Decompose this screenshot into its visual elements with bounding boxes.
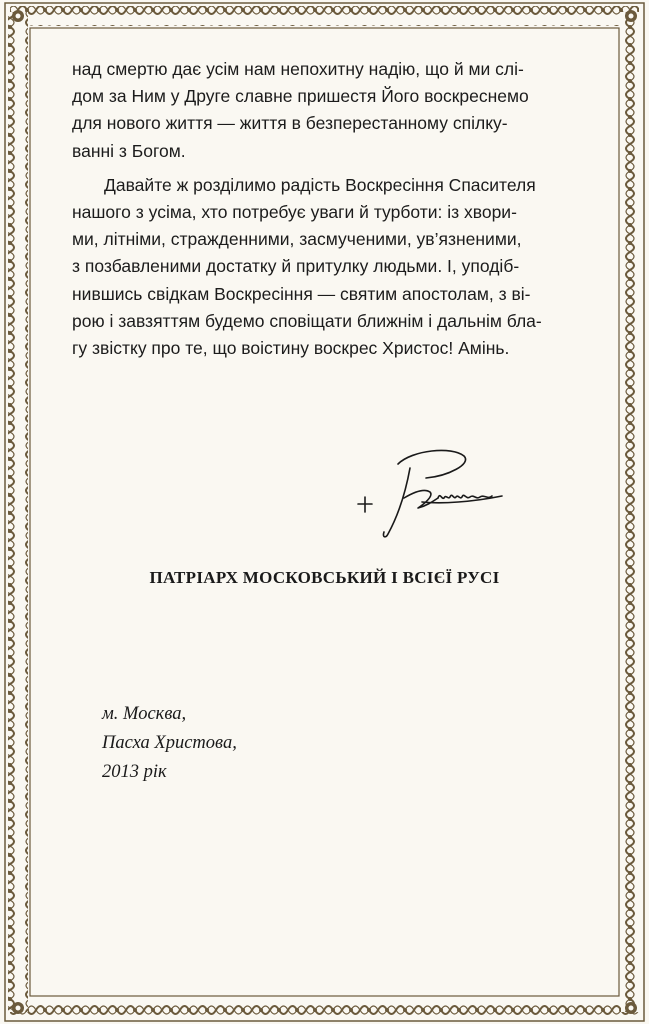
text-line: рою і завзяттям будемо сповіщати ближнім і дальнім бла-	[72, 310, 542, 331]
text-line: для нового життя — життя в безперестанному спілку-	[72, 113, 508, 134]
occasion: Пасха Христова,	[102, 733, 237, 753]
handwritten-signature	[352, 442, 512, 542]
text-line: ми, літніми, стражденними, засмученими, ув’язненими,	[72, 229, 522, 250]
letter-body	[72, 56, 582, 369]
text-line: Давайте ж розділимо радість Воскресіння Спасителя	[104, 174, 536, 195]
text-line: ванні з Богом.	[72, 140, 186, 161]
year: 2013 рік	[102, 762, 167, 782]
text-line: дом за Ним у Друге славне пришестя Його воскреснемо	[72, 86, 529, 107]
signatory-title: ПАТРІАРХ МОСКОВСЬКИЙ І ВСІЄЇ РУСІ	[149, 568, 500, 587]
city: м. Москва,	[102, 704, 187, 724]
text-line: нашого з усіма, хто потребує уваги й турботи: із хвори-	[72, 202, 517, 223]
paragraph-1	[72, 56, 582, 165]
paragraph-2	[72, 172, 582, 362]
place-and-date	[102, 700, 237, 787]
text-line: над смертю дає усім нам непохитну надію, що й ми слі-	[72, 59, 524, 79]
text-line: нившись свідкам Воскресіння — святим апостолам, з ві-	[72, 283, 531, 304]
text-line: з позбавленими достатку й притулку людьми. І, уподіб-	[72, 256, 520, 277]
text-line: гу звістку про те, що воістину воскрес Христос! Амінь.	[72, 338, 510, 359]
